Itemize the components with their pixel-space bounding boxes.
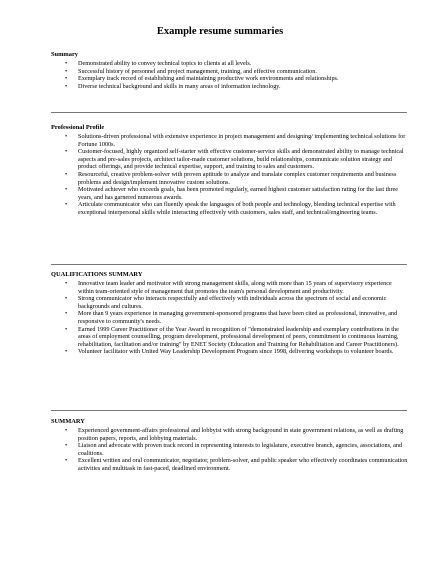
bullet-icon: •	[65, 280, 68, 287]
bullet-icon: •	[65, 133, 68, 140]
bullet-icon: •	[65, 457, 68, 465]
list-item: • Exemplary track record of establishing and maintaining productive work environments and relationships.	[65, 75, 339, 83]
list-item: • Successful history of personnel and project management, training, and effective communication.	[65, 67, 317, 75]
section-heading: QUALIFICATIONS SUMMARY	[51, 271, 143, 278]
bullet-list	[51, 427, 409, 473]
section-divider	[51, 112, 407, 113]
section-heading: Summary	[51, 51, 78, 58]
bullet-list	[51, 60, 409, 90]
bullet-icon: •	[65, 348, 68, 356]
list-item: • Experienced government-affairs professional and lobbyist with strong background in state government relations, as well as drafting position papers, reports, and lobbying materials.	[65, 427, 404, 442]
bullet-icon: •	[65, 75, 68, 83]
list-item: • Strong communicator who interacts respectfully and effectively with individuals across the spectrum of social and economic backgrounds and cultures.	[65, 295, 387, 310]
section-summary-2	[51, 418, 409, 473]
section-divider	[51, 410, 407, 411]
bullet-icon: •	[65, 186, 68, 194]
bullet-icon: •	[65, 310, 68, 318]
bullet-icon: •	[65, 325, 68, 333]
section-summary	[51, 51, 409, 90]
bullet-list	[51, 133, 409, 217]
section-heading: SUMMARY	[51, 418, 85, 425]
list-item: • Diverse technical background and skills in many areas of information technology.	[65, 82, 281, 90]
bullet-icon: •	[65, 295, 68, 303]
bullet-icon: •	[65, 60, 68, 67]
bullet-icon: •	[65, 67, 68, 75]
list-item: • Resourceful, creative problem-solver with proven aptitude to analyze and translate complex customer requirements and business problems and design/implement innovative custom solutions.	[65, 170, 397, 186]
list-item: • Solutions-driven professional with extensive experience in project management and designing/ implementing technical solutions for Fortune 1000s.	[65, 133, 406, 148]
bullet-icon: •	[65, 201, 68, 209]
list-item: • Earned 1999 Career Practitioner of the Year Award in recognition of "demonstrated leadership and exemplary contributions in the areas of employment counselling, program development, professional development of peers, commitment to continuous learning, rehabilitation, facilitation and/or training" by ENET Society (Education and Training for Rehabilitation and Career Practitioners).	[65, 325, 399, 348]
section-professional-profile	[51, 124, 409, 217]
bullet-icon: •	[65, 170, 68, 178]
bullet-icon: •	[65, 427, 68, 434]
list-item: • Volunteer facilitator with United Way Leadership Development Program since 1998, delivering workshops to volunteer boards.	[65, 348, 394, 356]
section-qualifications-summary	[51, 271, 409, 356]
list-item: • Articulate communicator who can fluently speak the languages of both people and technology, blending technical expertise with exceptional interpersonal skills while interacting effectively with customers, sales staff, and technical/engineering teams.	[65, 201, 396, 216]
list-item: • Customer-focused, highly organized self-starter with effective customer-service skills and demonstrated ability to manage technical aspects and pre-sales projects, architect tailor-made customer solutions, build relationships, communicate solution strategy and product offerings, and provide technical expertise, support, and training to sales and customers.	[65, 148, 404, 171]
bullet-icon: •	[65, 442, 68, 450]
list-item: • Liaison and advocate with proven track record in representing interests to legislature, executive branch, agencies, associations, and coalitions.	[65, 442, 403, 457]
page-title: Example resume summaries	[156, 26, 284, 37]
bullet-list	[51, 280, 409, 356]
section-heading: Professional Profile	[51, 124, 105, 131]
list-item: • Motivated achiever who exceeds goals, has been promoted regularly, earned highest customer satisfaction rating for the last three years, and has garnered numerous awards.	[65, 186, 399, 201]
bullet-icon: •	[65, 148, 68, 156]
list-item: • More than 9 years experience in managing government-sponsored programs that have been cited as professional, innovative, and responsive to community's needs.	[65, 310, 398, 325]
list-item: • Demonstrated ability to convey technical topics to clients at all levels.	[65, 60, 252, 67]
section-divider	[51, 264, 407, 265]
list-item: • Excellent written and oral communicator, negotiator, problem-solver, and public speaker who effectively coordinates communication activities and multitask in fast-paced, deadlined environment.	[65, 457, 408, 472]
list-item: • Innovative team leader and motivator with strong management skills, along with more than 15 years of supervisory experience within team-oriented style of management that promotes the team's personal development and productivity.	[65, 280, 392, 295]
bullet-icon: •	[65, 82, 68, 90]
